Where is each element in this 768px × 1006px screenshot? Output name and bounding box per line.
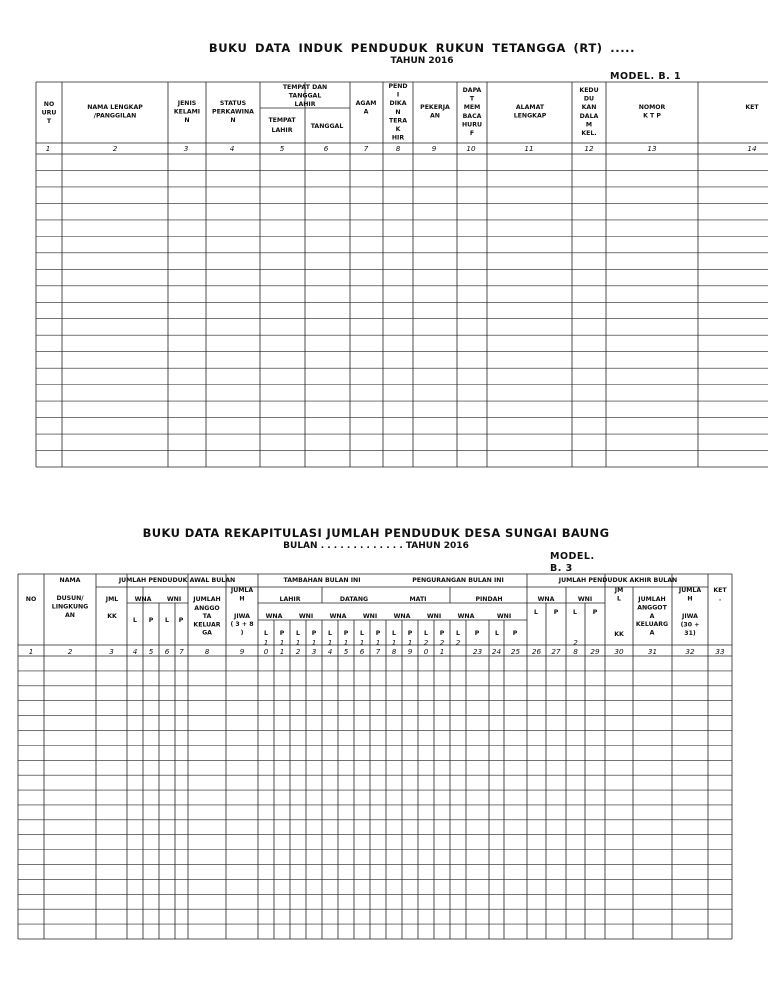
- table2-column-number: 1: [439, 647, 445, 656]
- table1-header-jenis-kelamin: N: [184, 117, 190, 125]
- table2-column-number: 6: [164, 647, 170, 656]
- table2-header-nama-dusun: AN: [65, 612, 75, 620]
- table2-header-wni: WNI: [362, 613, 378, 620]
- table1-header-jenis-kelamin: KELAMI: [173, 108, 201, 116]
- table2-header-l: L: [165, 617, 169, 624]
- table2-header-ket: .: [718, 595, 722, 603]
- table2-header-kk-akhir: KK: [614, 631, 624, 638]
- table2-column-number: 2: [423, 638, 429, 647]
- table2-header-wni: WNI: [426, 613, 442, 620]
- table2-header-jumlah-anggota: A: [649, 629, 655, 637]
- table2-column-number: 33: [715, 647, 725, 656]
- table2-header-nama-dusun: LINGKUNG: [51, 603, 89, 611]
- table2-header-jiwa: ( 3 + 8: [230, 621, 254, 629]
- table1-header-ket: KET: [745, 104, 759, 111]
- table1-header-pendidikan: N: [395, 108, 401, 116]
- table2-header-tambahan: TAMBAHAN BULAN INI: [283, 577, 361, 584]
- table2-header-jiwa: ): [240, 629, 244, 637]
- table2-header-wni: WNI: [577, 596, 593, 603]
- table2-header-jumlah-anggota: JUMLAH: [638, 596, 666, 603]
- table2-column-number: 1: [391, 638, 397, 647]
- table2-header-wna: WNA: [329, 613, 347, 620]
- table1-header-agama: A: [363, 108, 369, 116]
- table1-column-number: 10: [466, 144, 476, 153]
- table2-header-l: L: [495, 630, 499, 637]
- table1-header-alamat: LENGKAP: [513, 112, 547, 120]
- table2-header-p: P: [474, 630, 480, 637]
- doc2-title: BUKU DATA REKAPITULASI JUMLAH PENDUDUK DESA SUNGAI BAUNG: [142, 526, 610, 540]
- table2-column-number: 7: [179, 647, 184, 656]
- table2-header-wna: WNA: [393, 613, 411, 620]
- table2-header-akhir-bulan: JUMLAH PENDUDUK AKHIR BULAN: [558, 577, 678, 584]
- table2-header-wni: WNI: [496, 613, 512, 620]
- table2-header-datang: DATANG: [339, 596, 369, 603]
- table2-column-number: 4: [132, 647, 138, 656]
- table2-column-number: 8: [204, 647, 210, 656]
- table2-header-p: P: [439, 630, 445, 637]
- table1-header-pendidikan: I: [396, 91, 400, 99]
- table2-header-no: NO: [25, 596, 37, 603]
- table1-column-number: 9: [431, 144, 437, 153]
- table1-header-ttl: LAHIR: [294, 101, 316, 109]
- table2-header-l: L: [534, 609, 538, 616]
- table2-column-number: 0: [423, 647, 429, 656]
- table2-header-wna: WNA: [457, 613, 475, 620]
- table2-column-number: 6: [359, 647, 365, 656]
- table1-column-number: 6: [323, 144, 329, 153]
- table2-column-number: 1: [311, 638, 317, 647]
- table2-column-number: 1: [375, 638, 381, 647]
- table2-column-number: 23: [472, 647, 483, 656]
- table1-header-tanggal: TANGGAL: [310, 123, 344, 130]
- table2-header-wni: WNI: [298, 613, 314, 620]
- table2-header-anggota-keluarga: ANGGO: [194, 605, 220, 612]
- table2-column-number: 1: [407, 638, 413, 647]
- table1-header-kedudukan: DU: [583, 95, 595, 103]
- table1-header-pendidikan: PEND: [388, 83, 408, 90]
- table2-header-jiwa: JIWA: [234, 613, 250, 620]
- table2-header-jumlah-anggota: KELUARG: [635, 621, 669, 629]
- table2-header-wna: WNA: [134, 596, 152, 603]
- table1-header-kedudukan: KAN: [581, 104, 597, 112]
- table2-column-number: 24: [491, 647, 502, 656]
- doc2-model-label: MODEL.: [550, 551, 595, 562]
- table2-header-anggota-keluarga: KELUAR: [193, 621, 221, 629]
- table2-column-number: 1: [343, 638, 349, 647]
- table2-column-number: 1: [28, 647, 34, 656]
- table2-header-jumlah-anggota: A: [649, 612, 655, 620]
- table2-column-number: 26: [531, 647, 542, 656]
- table2-column-number: 2: [295, 647, 301, 656]
- table1-column-number: 8: [395, 144, 401, 153]
- table2-header-l: L: [360, 630, 364, 637]
- table2-column-number: 30: [614, 647, 624, 656]
- table2-header-p: P: [407, 630, 413, 637]
- table2-header-anggota-keluarga: GA: [202, 629, 212, 637]
- table2-header-jml-akhir: JM: [614, 587, 624, 594]
- table2-header-pindah: PINDAH: [475, 596, 503, 603]
- table1-header-pekerjaan: AN: [430, 112, 440, 120]
- table2-column-number: 27: [551, 647, 561, 656]
- table1-header-status: N: [230, 117, 236, 125]
- table2-header-awal-bulan: JUMLAH PENDUDUK AWAL BULAN: [118, 577, 236, 584]
- table2-header-kk: KK: [107, 613, 117, 620]
- table1-column-number: 3: [183, 144, 189, 153]
- table1-header-pendidikan: HIR: [391, 134, 405, 142]
- table1-header-ttl: TEMPAT DAN: [282, 84, 328, 91]
- table2-column-number: 1: [263, 638, 269, 647]
- table1-column-number: 5: [279, 144, 285, 153]
- table2-column-number: 9: [407, 647, 413, 656]
- table2-header-l: L: [456, 630, 460, 637]
- table2-column-number: 0: [263, 647, 269, 656]
- table2-column-number: 2: [67, 647, 73, 656]
- table1-header-pendidikan: K: [395, 126, 401, 133]
- table1-header-status: PERKAWINA: [212, 108, 254, 116]
- table2-header-p: P: [375, 630, 381, 637]
- table1-header-pekerjaan: PEKERJA: [420, 104, 450, 111]
- table1-header-tempat-lahir: LAHIR: [271, 127, 293, 134]
- table2-column-number: 1: [359, 638, 365, 647]
- table2-column-number: 7: [375, 647, 381, 656]
- table2-header-l: L: [573, 609, 577, 616]
- table1-header-nama: /PANGGILAN: [93, 112, 137, 120]
- table2-header-l: L: [424, 630, 428, 637]
- table2-header-p: P: [512, 630, 518, 637]
- table1-column-number: 13: [647, 144, 657, 153]
- table1-header-pendidikan: TERA: [388, 117, 408, 125]
- table2-column-number: 1: [279, 638, 285, 647]
- table2-header-wna: WNA: [265, 613, 283, 620]
- table2-column-number: 2: [455, 638, 461, 647]
- table1-header-no-urut: T: [46, 118, 52, 126]
- table2-column-number: 29: [590, 647, 600, 656]
- table2-header-jiwa-akhir: JIWA: [682, 613, 698, 620]
- table2-column-number: 4: [327, 647, 333, 656]
- table2-column-number: 1: [295, 638, 301, 647]
- table2-header-p: P: [553, 609, 559, 616]
- table2-header-l: L: [264, 630, 268, 637]
- table1-column-number: 12: [584, 144, 594, 153]
- table2-column-number: 2: [573, 638, 578, 647]
- table1-header-ttl: TANGGAL: [288, 92, 322, 100]
- table1-column-number: 4: [229, 144, 235, 153]
- table2-header-jumlah-jiwa-akhir: JUMLA: [678, 587, 702, 594]
- table1-header-baca-huruf: HURU: [462, 121, 482, 129]
- doc1-title: BUKU DATA INDUK PENDUDUK RUKUN TETANGGA (RT) .....: [208, 41, 636, 55]
- table2-header-nama: NAMA: [59, 577, 81, 584]
- doc2-model-number: B. 3: [550, 563, 573, 574]
- table2-header-p: P: [148, 617, 154, 624]
- table1-column-number: 11: [524, 144, 534, 153]
- table1-column-number: 2: [112, 144, 118, 153]
- table2-header-jumlah-anggota: ANGGOT: [637, 604, 667, 612]
- table2-header-lahir: LAHIR: [279, 596, 301, 603]
- table1-header-kedudukan: KEL.: [581, 130, 597, 137]
- table1-column-number: 1: [45, 144, 51, 153]
- table2-header-jumlah-jiwa: H: [239, 595, 245, 603]
- table2-column-number: 3: [109, 647, 114, 656]
- table2-header-p: P: [592, 609, 598, 616]
- table2-column-number: 1: [327, 638, 333, 647]
- doc1-year-line: TAHUN 2016: [390, 56, 454, 66]
- table2-column-number: 5: [148, 647, 154, 656]
- table1-header-kedudukan: DALA: [579, 112, 599, 120]
- table2-header-p: P: [343, 630, 349, 637]
- table1-header-jenis-kelamin: JENIS: [177, 100, 197, 107]
- table1-header-no-urut: URU: [41, 109, 57, 117]
- table2-column-number: 31: [647, 647, 658, 656]
- table1-header-baca-huruf: BACA: [462, 112, 482, 120]
- table1-header-status: STATUS: [219, 100, 247, 107]
- table2-header-wni: WNI: [166, 596, 182, 603]
- table1-header-tempat-lahir: TEMPAT: [268, 117, 296, 124]
- table2-header-l: L: [328, 630, 332, 637]
- table2-column-number: 2: [439, 638, 445, 647]
- table1-header-baca-huruf: DAPA: [462, 87, 482, 94]
- doc2-month-line: BULAN . . . . . . . . . . . . . TAHUN 2016: [283, 541, 469, 551]
- table2-header-p: P: [279, 630, 285, 637]
- table2-column-number: 5: [343, 647, 349, 656]
- table2-column-number: 8: [573, 647, 578, 656]
- table2-column-number: 3: [311, 647, 317, 656]
- table2-header-l: L: [296, 630, 300, 637]
- table2-header-ket: KET: [713, 587, 727, 594]
- table2-header-nama-dusun: DUSUN/: [56, 595, 84, 602]
- table2-column-number: 8: [391, 647, 397, 656]
- table2-header-anggota-keluarga: TA: [202, 613, 212, 621]
- table2-header-jiwa-akhir: (30 +: [680, 621, 700, 629]
- table2-header-p: P: [178, 617, 184, 624]
- table2-header-jumlah-jiwa-akhir: H: [687, 595, 693, 603]
- table2-header-p: P: [311, 630, 317, 637]
- table2-header-jumlah: JUMLAH: [193, 596, 221, 603]
- table1-header-baca-huruf: MEM: [463, 104, 481, 112]
- table1-column-number: 7: [363, 144, 369, 153]
- table2-column-number: 1: [279, 647, 285, 656]
- table2-column-number: 25: [510, 647, 521, 656]
- table2-header-pengurangan: PENGURANGAN BULAN INI: [412, 577, 504, 584]
- table1-header-baca-huruf: F: [469, 130, 475, 137]
- table1-header-kedudukan: M: [585, 121, 593, 129]
- table2-header-l: L: [133, 617, 137, 624]
- table1-column-number: 14: [747, 144, 757, 153]
- table1-header-ktp: NOMOR: [638, 104, 666, 111]
- table2-header-jml-akhir: L: [617, 595, 621, 603]
- table2-header-mati: MATI: [409, 596, 427, 603]
- table1-header-no-urut: NO: [43, 101, 55, 108]
- table2-header-jml: JML: [105, 596, 119, 603]
- table2-column-number: 32: [685, 647, 695, 656]
- table1-header-baca-huruf: T: [469, 95, 475, 103]
- table1-header-nama: NAMA LENGKAP: [87, 104, 143, 111]
- table2-header-l: L: [392, 630, 396, 637]
- table2-header-jumlah-jiwa: JUMLA: [230, 587, 254, 594]
- table1-header-ktp: K T P: [643, 112, 661, 120]
- table1-header-pendidikan: DIKA: [389, 100, 407, 108]
- table2-header-jiwa-akhir: 31): [684, 629, 696, 637]
- table1-header-kedudukan: KEDU: [579, 87, 599, 94]
- table1-header-agama: AGAM: [355, 100, 377, 107]
- table2-column-number: 9: [239, 647, 245, 656]
- table1-header-alamat: ALAMAT: [515, 104, 545, 111]
- table2-header-wna: WNA: [537, 596, 555, 603]
- doc1-model-label: MODEL. B. 1: [610, 71, 682, 82]
